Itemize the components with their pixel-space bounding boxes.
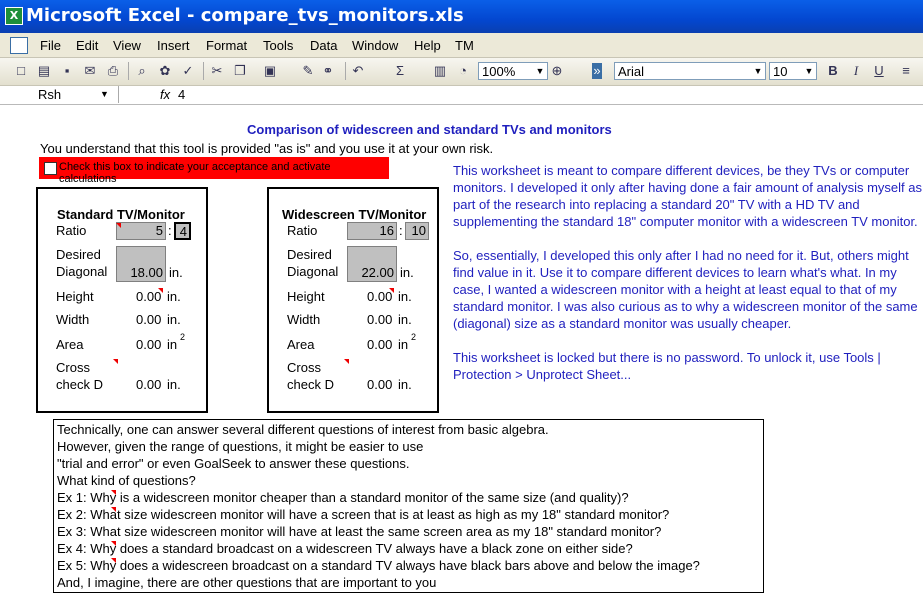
name-box[interactable] <box>0 86 119 103</box>
comment-marker[interactable] <box>389 288 394 293</box>
unit-in: in. <box>169 265 183 280</box>
width-value: 0.00 <box>136 312 162 327</box>
diagonal-label: Diagonal <box>287 264 339 279</box>
height-value: 0.00 <box>367 289 393 304</box>
question-line: Ex 2: What size widescreen monitor will have a screen that is at least as high as my 18" standard monitor? <box>57 507 670 522</box>
panel-heading: Widescreen TV/Monitor <box>282 207 427 222</box>
autosum-icon[interactable]: Σ <box>395 63 405 78</box>
zoom-select[interactable] <box>478 62 548 80</box>
acceptance-bar <box>39 157 389 185</box>
menu-view[interactable]: View <box>113 38 141 53</box>
menu-bar <box>0 33 923 58</box>
questions-box <box>53 419 764 593</box>
menu-insert[interactable]: Insert <box>157 38 190 53</box>
ratio-a-value: 16 <box>379 223 394 238</box>
format-painter-icon[interactable]: ✎ <box>302 63 314 78</box>
ratio-colon: : <box>399 223 403 238</box>
widescreen-panel <box>267 187 439 413</box>
sheet-title: Comparison of widescreen and standard TVs and monitors <box>247 122 612 137</box>
chevron-down-icon[interactable]: ▼ <box>753 66 763 76</box>
underline-button[interactable]: U <box>874 63 884 78</box>
diagonal-input[interactable] <box>116 246 166 282</box>
separator <box>128 62 129 80</box>
formula-input[interactable]: 4 <box>178 87 186 102</box>
hyperlink-icon[interactable]: ⚭ <box>322 63 334 78</box>
chevron-down-icon[interactable]: ▼ <box>535 66 545 76</box>
print-preview-icon[interactable]: ⌕ <box>138 63 146 78</box>
area-label: Area <box>56 337 84 352</box>
question-line: Ex 3: What size widescreen monitor will have at least the same screen area as my 18" standard monitor? <box>57 524 662 539</box>
diagonal-value: 22.00 <box>361 265 394 280</box>
question-line: However, given the range of questions, it might be easier to use <box>57 439 424 454</box>
standard-toolbar <box>0 58 923 86</box>
window-title: Microsoft Excel - compare_tvs_monitors.xls <box>26 5 464 26</box>
ratio-a-input[interactable] <box>116 222 166 240</box>
area-value: 0.00 <box>367 337 393 352</box>
chevron-down-icon[interactable]: ▼ <box>804 66 814 76</box>
formula-bar <box>0 86 923 105</box>
italic-button[interactable]: I <box>853 63 859 78</box>
diagonal-input[interactable] <box>347 246 397 282</box>
standard-panel <box>36 187 208 413</box>
comment-marker[interactable] <box>344 359 349 364</box>
question-line: Technically, one can answer several different questions of interest from basic algebra. <box>57 422 549 437</box>
cross-label: Cross <box>56 360 90 375</box>
comment-marker[interactable] <box>111 507 116 512</box>
panel-heading: Standard TV/Monitor <box>57 207 185 222</box>
font-select[interactable] <box>614 62 766 80</box>
cross-value: 0.00 <box>367 377 393 392</box>
worksheet[interactable] <box>0 105 923 594</box>
note-paragraph: This worksheet is meant to compare different devices, be they TVs or computer monitors. I developed it only after having done a fair amount of analysis myself as part of the research into replacing a standard 20" TV with a HD TV and supplementing the standard 18" computer monitor with a widescreen TV monitor. <box>453 163 922 229</box>
unit-superscript: 2 <box>180 332 186 342</box>
acceptance-label: Check this box to indicate your acceptance and activate calculations <box>59 161 331 185</box>
unit-in: in. <box>398 289 412 304</box>
cross-value: 0.00 <box>136 377 162 392</box>
menu-format[interactable]: Format <box>206 38 248 53</box>
cross-label: Cross <box>287 360 321 375</box>
name-box-value: Rsh <box>38 87 62 102</box>
font-value: Arial <box>618 64 645 79</box>
chart-wizard-icon[interactable]: ▥ <box>433 63 447 78</box>
height-label: Height <box>287 289 325 304</box>
zoom-help-icon[interactable]: ⊕ <box>551 63 563 78</box>
comment-marker[interactable] <box>111 490 116 495</box>
ratio-b-input[interactable] <box>174 222 191 240</box>
copy-icon[interactable]: ❐ <box>234 63 246 78</box>
unit-in: in. <box>167 289 181 304</box>
function-icon[interactable]: fx <box>160 87 171 102</box>
spelling-icon[interactable]: ✓ <box>182 63 194 78</box>
menu-help[interactable]: Help <box>414 38 441 53</box>
open-icon[interactable]: ▤ <box>37 63 51 78</box>
question-line: Ex 4: Why does a standard broadcast on a widescreen TV always have a black zone on either side? <box>57 541 633 556</box>
permission-icon[interactable]: ✉ <box>84 63 96 78</box>
question-line: What kind of questions? <box>57 473 196 488</box>
undo-icon[interactable]: ↶ <box>352 63 364 78</box>
width-label: Width <box>287 312 321 327</box>
save-icon[interactable]: ▪ <box>64 63 70 78</box>
zoom-value: 100% <box>482 64 516 79</box>
question-line: "trial and error" or even GoalSeek to answer these questions. <box>57 456 410 471</box>
width-label: Width <box>56 312 90 327</box>
research-icon[interactable]: ✿ <box>159 63 171 78</box>
excel-app-icon[interactable]: X <box>5 7 23 25</box>
acceptance-checkbox[interactable] <box>44 162 57 175</box>
new-icon[interactable]: □ <box>17 63 25 78</box>
toolbar-options-icon[interactable]: » <box>593 63 601 78</box>
check-d-label: check D <box>56 377 103 392</box>
comment-marker[interactable] <box>158 288 163 293</box>
ratio-a-input[interactable] <box>347 222 397 240</box>
workbook-icon[interactable] <box>10 37 28 54</box>
menu-tools[interactable]: Tools <box>263 38 294 53</box>
unit-in: in. <box>400 265 414 280</box>
area-value: 0.00 <box>136 337 162 352</box>
ratio-b-value: 4 <box>179 224 187 239</box>
area-label: Area <box>287 337 315 352</box>
comment-marker[interactable] <box>113 359 118 364</box>
unit-in: in. <box>167 312 181 327</box>
cut-icon[interactable]: ✂ <box>211 63 223 78</box>
ratio-a-value: 5 <box>155 223 163 238</box>
comment-marker[interactable] <box>111 558 116 563</box>
disclaimer: You understand that this tool is provided "as is" and you use it at your own risk. <box>40 141 494 156</box>
bold-button[interactable]: B <box>828 63 838 78</box>
desired-label: Desired <box>56 247 101 262</box>
ratio-label: Ratio <box>287 223 318 238</box>
question-line: And, I imagine, there are other questions that are important to you <box>57 575 437 590</box>
ratio-label: Ratio <box>56 223 87 238</box>
height-value: 0.00 <box>136 289 162 304</box>
desired-label: Desired <box>287 247 332 262</box>
font-size-value: 10 <box>773 64 788 79</box>
note-paragraph: So, essentially, I developed this only after I had no need for it. But, others might find value in it. Use it to compare different devices to learn what's what. In my case, I wanted a widescreen monitor with a height at least equal to that of my standard monitor. I was also curious as to why a widescreen monitor of the same (diagonal) size as a standard monitor was usually cheaper. <box>453 248 918 331</box>
unit-in: in. <box>398 377 412 392</box>
unit-in2: in <box>398 337 409 352</box>
menu-data[interactable]: Data <box>310 38 338 53</box>
question-line: Ex 1: Why is a widescreen monitor cheaper than a standard monitor of the same size (and quality)? <box>57 490 629 505</box>
check-d-label: check D <box>287 377 334 392</box>
unit-in2: in <box>167 337 178 352</box>
menu-window[interactable]: Window <box>352 38 399 53</box>
ratio-colon: : <box>168 223 172 238</box>
comment-marker[interactable] <box>116 223 121 228</box>
align-left-icon[interactable]: ≡ <box>902 63 910 78</box>
unit-in: in. <box>398 312 412 327</box>
menu-tm[interactable]: TM <box>455 38 474 53</box>
menu-file[interactable]: File <box>40 38 61 53</box>
title-bar <box>0 0 923 33</box>
diagonal-value: 18.00 <box>130 265 163 280</box>
menu-edit[interactable]: Edit <box>76 38 99 53</box>
diagonal-label: Diagonal <box>56 264 108 279</box>
unit-superscript: 2 <box>411 332 417 342</box>
ratio-b-value: 10 <box>411 223 426 238</box>
separator <box>345 62 346 80</box>
print-icon[interactable]: ⎙ <box>107 63 119 78</box>
note-paragraph: This worksheet is locked but there is no password. To unlock it, use Tools | Protection > Unprotect Sheet... <box>453 350 881 382</box>
comment-marker[interactable] <box>111 541 116 546</box>
height-label: Height <box>56 289 94 304</box>
separator <box>203 62 204 80</box>
question-line: Ex 5: Why does a widescreen broadcast on a standard TV always have black bars above and below the image? <box>57 558 700 573</box>
chevron-down-icon[interactable]: ▼ <box>100 89 109 99</box>
ratio-b-input[interactable] <box>405 222 429 240</box>
unit-in: in. <box>167 377 181 392</box>
paste-icon[interactable]: ▣ <box>263 63 277 78</box>
drawing-icon[interactable]: ◔ <box>459 63 467 78</box>
font-size-select[interactable] <box>769 62 817 80</box>
width-value: 0.00 <box>367 312 393 327</box>
